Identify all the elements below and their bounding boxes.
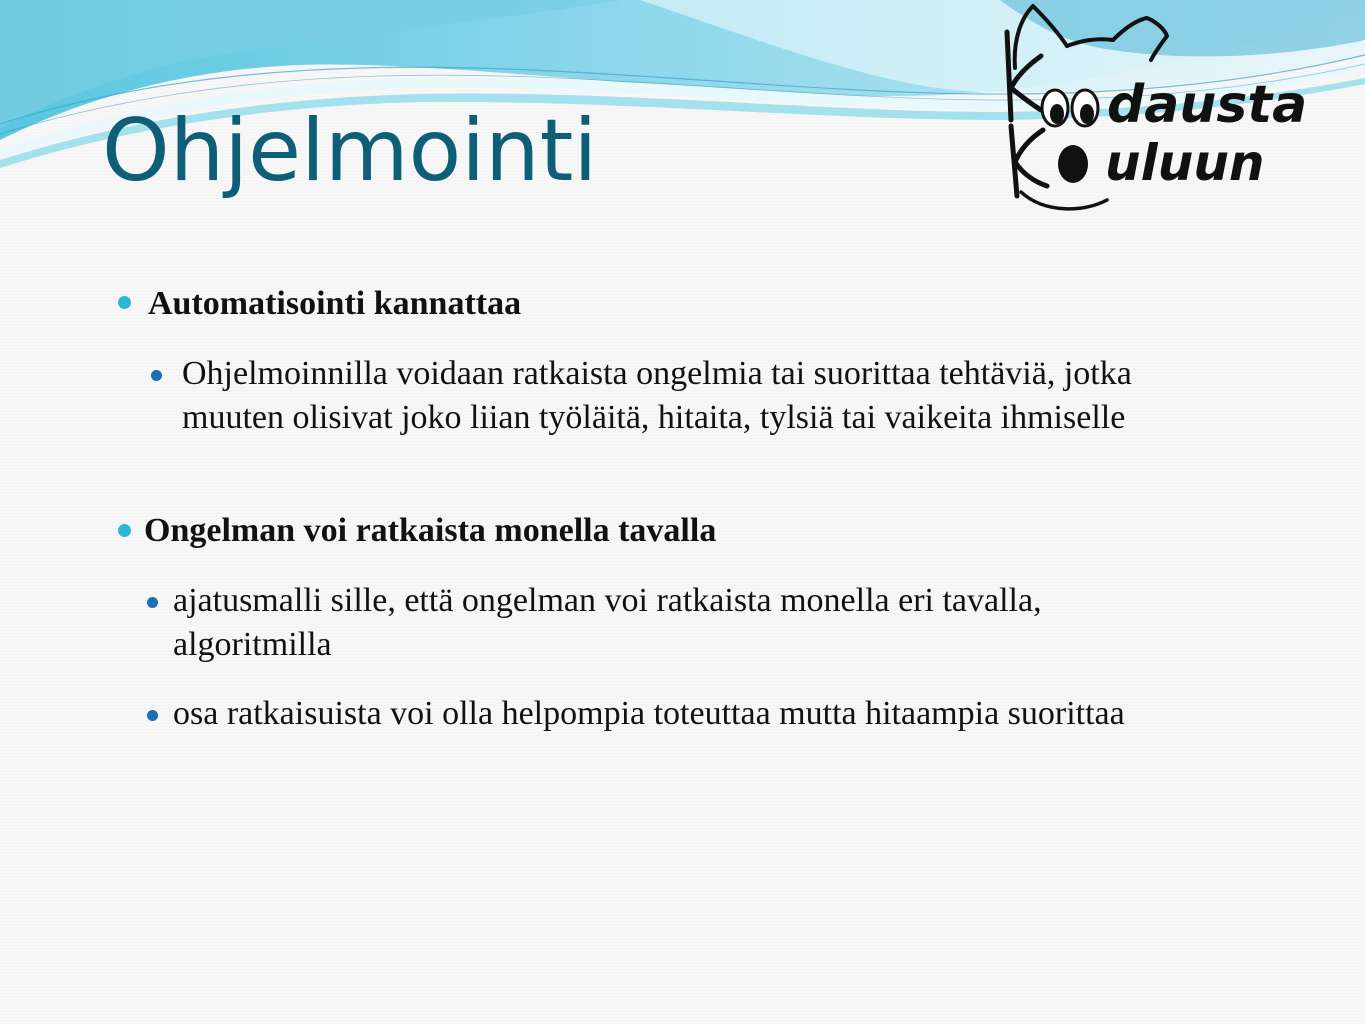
sub-bullet-ohjelmoinnilla: Ohjelmoinnilla voidaan ratkaista ongelmia tai suorittaa tehtäviä, jotka muuten olisivat joko liian työläitä, hitaita, tylsiä tai vaikeita ihmiselle (182, 355, 1132, 436)
logo-line2: uluun (1105, 134, 1265, 192)
bullet-automatisointi: Automatisointi kannattaa (148, 285, 522, 322)
bullet-dot (118, 296, 131, 309)
sub-bullet-ajatusmalli: ajatusmalli sille, että ongelman voi ratkaista monella eri tavalla, algoritmilla (173, 582, 1042, 663)
bullet-ongelman: Ongelman voi ratkaista monella tavalla (144, 512, 717, 549)
bullet-dot (147, 710, 158, 721)
bullet-dot (151, 370, 162, 381)
bullet-dot (118, 524, 131, 537)
sub-bullet-osa-ratkaisuista: osa ratkaisuista voi olla helpompia toteuttaa mutta hitaampia suorittaa (173, 695, 1125, 732)
koodausta-kouluun-logo (985, 0, 1330, 215)
bullet-dot (147, 597, 158, 608)
logo-line1: dausta (1107, 75, 1308, 135)
slide-title: Ohjelmointi (102, 101, 598, 201)
